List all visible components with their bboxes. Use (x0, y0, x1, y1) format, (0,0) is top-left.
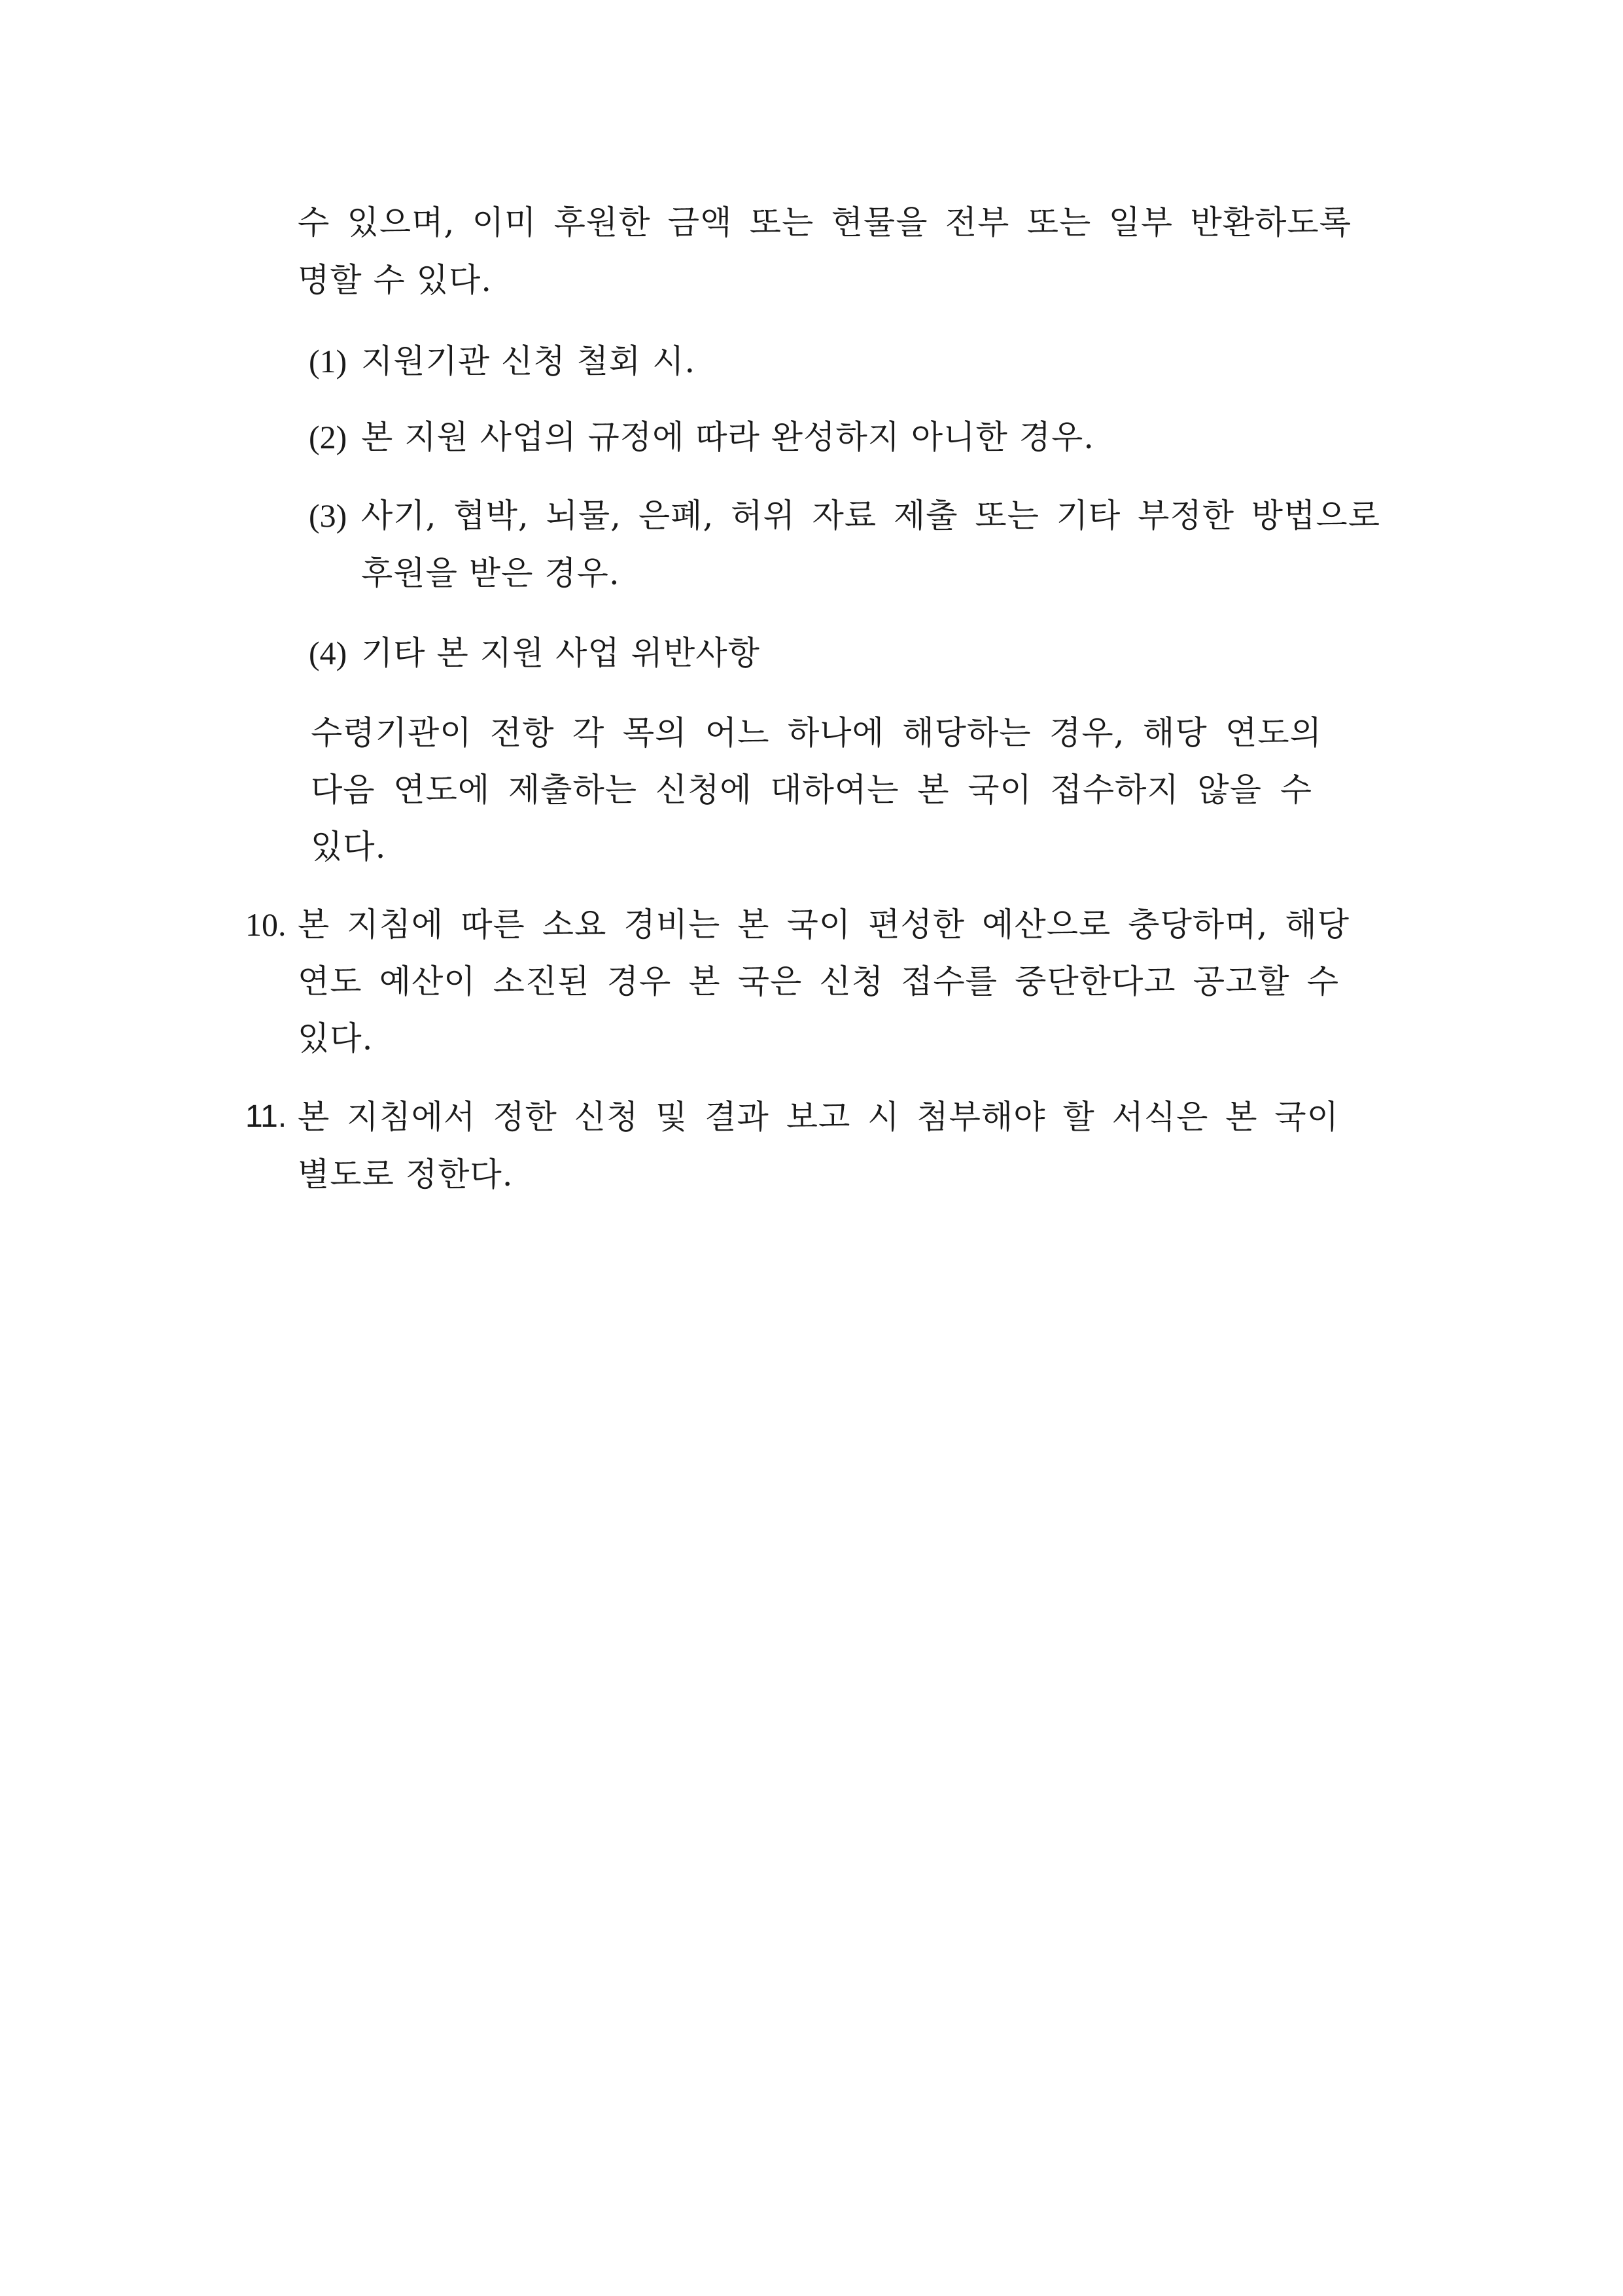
subitem-number-1: (1) (309, 343, 347, 380)
item-11-line-1: 본 지침에서 정한 신청 및 결과 보고 시 첨부해야 할 서식은 본 국이 (298, 1098, 1339, 1136)
continuation-line-2: 명할 수 있다. (298, 261, 493, 299)
subitem-text-2: 본 지원 사업의 규정에 따라 완성하지 아니한 경우. (361, 418, 1095, 456)
followup-line-1: 수령기관이 전항 각 목의 어느 하나에 해당하는 경우, 해당 연도의 (311, 714, 1323, 752)
subitem-number-3: (3) (309, 497, 347, 534)
item-number-10: 10. (245, 906, 287, 943)
followup-line-3: 있다. (311, 828, 387, 866)
followup-line-2: 다음 연도에 제출하는 신청에 대하여는 본 국이 접수하지 않을 수 (311, 771, 1312, 809)
subitem-text-3-line-1: 사기, 협박, 뇌물, 은폐, 허위 자료 제출 또는 기타 부정한 방법으로 (361, 497, 1380, 535)
item-10-line-3: 있다. (298, 1019, 374, 1057)
subitem-number-2: (2) (309, 419, 347, 455)
continuation-line-1: 수 있으며, 이미 후원한 금액 또는 현물을 전부 또는 일부 반환하도록 (298, 203, 1352, 241)
item-11-line-2: 별도로 정한다. (298, 1156, 514, 1193)
item-10-line-1: 본 지침에 따른 소요 경비는 본 국이 편성한 예산으로 충당하며, 해당 (298, 906, 1350, 944)
item-10-line-2: 연도 예산이 소진된 경우 본 국은 신청 접수를 중단한다고 공고할 수 (298, 963, 1339, 1000)
subitem-number-4: (4) (309, 635, 347, 671)
item-number-11: 11. (245, 1099, 287, 1134)
subitem-text-1: 지원기관 신청 철회 시. (361, 342, 696, 380)
subitem-text-3-line-2: 후원을 받은 경우. (361, 554, 620, 592)
subitem-text-4: 기타 본 지원 사업 위반사항 (361, 634, 760, 672)
